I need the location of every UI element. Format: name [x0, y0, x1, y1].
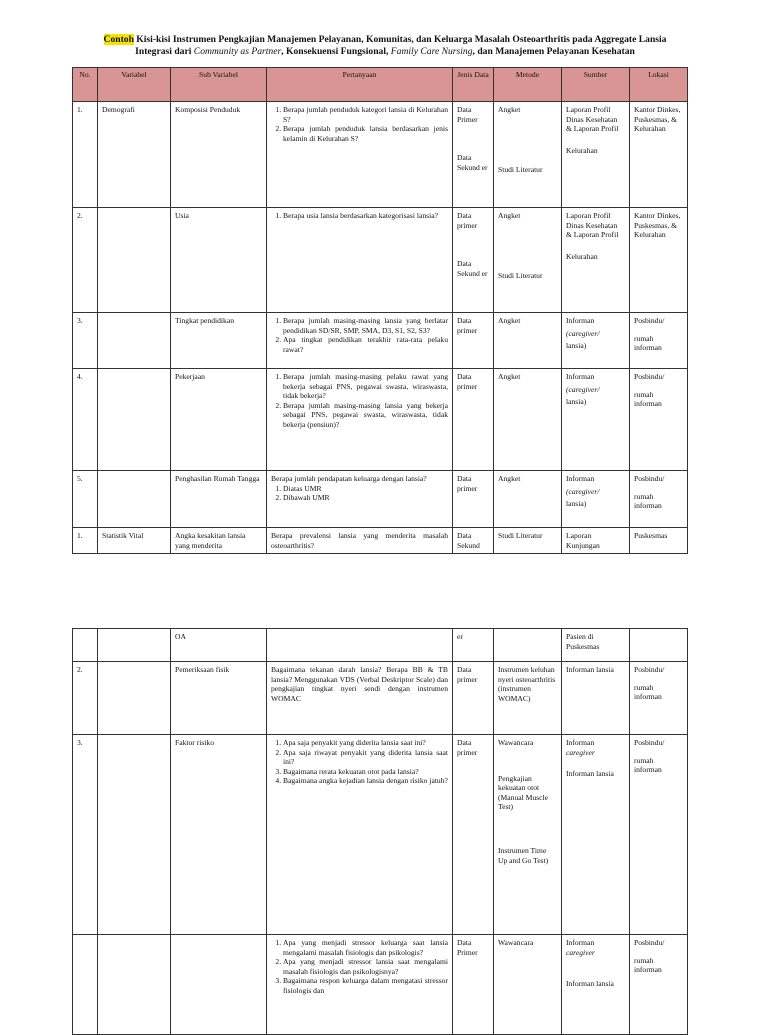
header-sumber: Sumber [562, 68, 630, 102]
table-row: 1. Demografi Komposisi Penduduk 1. Berapa jumlah penduduk kategori lansia di Kelurahan S? 2. Berapa jumlah penduduk lansia berdasarkan jenis kelamin di Kelurahan S? Data Primer Data Sekund er Angket Studi Literatur Laporan Profil Dinas Kesehatan & Laporan Profil Kelurahan Kantor Dinkes, Puskesmas, & Kelurahan [73, 102, 688, 208]
table-row: 1. Apa yang menjadi stressor keluarga saat lansia mengalami masalah fisiologis dan psikologis? 2. Apa yang menjadi stressor lansia saat mengalami masalah fisiologis dan psikologisnya? 3. Bagaimana respon keluarga dalam mengatasi stressor fisiologis dan Data Primer Wawancara Informan caregiver Informan lansia Posbindu/ rumah informan [73, 935, 688, 1035]
table-row: 4. Pekerjaan 1. Berapa jumlah masing-masing pelaku rawat yang bekerja sebagai PNS, pegawai swasta, wiraswasta, tidak bekerja? 2. Berapa jumlah masing-masing lansia yang bekerja sebagai PNS, pegawai swasta, wiraswasta, tidak bekerja (pensiun)? Data primer Angket Informan (caregiver/ lansia) Posbindu/ rumah informan [73, 369, 688, 471]
header-jenis-data: Jenis Data [453, 68, 494, 102]
instrument-table-page2 [72, 628, 688, 1035]
table-row: 3. Tingkat pendidikan 1. Berapa jumlah masing-masing lansia yang berlatar pendidikan SD/SR, SMP, SMA, D3, S1, S2, S3? 2. Apa tingkat pendidikan terakhir rata-rata pelaku rawat? Data primer Angket Informan (caregiver/ lansia) Posbindu/ rumah informan [73, 313, 688, 369]
document-title: Contoh Kisi-kisi Instrumen Pengkajian Manajemen Pelayanan, Komunitas, dan Keluarga Masalah Osteoarthritis pada Aggregate Lansia Integrasi dari Community as Partner, Konsekuensi Fungsional, Family Care Nursing, dan Manajemen Pelayanan Kesehatan [103, 34, 667, 57]
header-no: No. [73, 68, 98, 102]
header-variabel: Variabel [98, 68, 171, 102]
title-highlight: Contoh [103, 34, 134, 45]
header-pertanyaan: Pertanyaan [267, 68, 453, 102]
table-row: 2. Usia 1. Berapa usia lansia berdasarkan kategorisasi lansia? Data primer Data Sekund er Angket Studi Literatur Laporan Profil Dinas Kesehatan & Laporan Profil Kelurahan Kantor Dinkes, Puskesmas, & Kelurahan [73, 208, 688, 313]
table-row: 3. Faktor risiko 1. Apa saja penyakit yang diderita lansia saat ini? 2. Apa saja riwayat penyakit yang diderita lansia saat ini? 3. Bagaimana rerata kekuatan otot pada lansia? 4. Bagaimana angka kejadian lansia dengan risiko jatuh? Data primer Wawancara Pengkajian kekuatan otot (Manual Muscle Test) Instrumen Time Up and Go Test) Informan caregiver Informan lansia Posbindu/ rumah informan [73, 735, 688, 935]
table-row: 1. Statistik Vital Angka kesakitan lansia yang menderita Berapa prevalensi lansia yang menderita masalah osteoarthritis? Data Sekund Studi Literatur Laporan Kunjungan Puskesmas [73, 528, 688, 554]
header-metode: Metode [494, 68, 562, 102]
instrument-table-page1 [72, 67, 688, 554]
table-row: 2. Pemeriksaan fisik Bagaimana tekanan darah lansia? Berapa BB & TB lansia? Menggunakan VDS (Verbal Deskriptor Scale) dan pengkajian tingkat nyeri sendi dengan instrumen WOMAC Data primer Instrumen keluhan nyeri osteoarthritis (instrumen WOMAC) Informan lansia Posbindu/ rumah informan [73, 662, 688, 735]
header-sub-variabel: Sub Variabel [171, 68, 267, 102]
table-row: 5. Penghasilan Rumah Tangga Berapa jumlah pendapatan keluarga dengan lansia? 1. Diatas UMR 2. Dibawah UMR Data primer Angket Informan (caregiver/ lansia) Posbindu/ rumah informan [73, 471, 688, 528]
table-header-row [73, 68, 688, 102]
header-lokasi: Lokasi [630, 68, 688, 102]
table-row: OA er Pasien di Puskesmas [73, 629, 688, 662]
